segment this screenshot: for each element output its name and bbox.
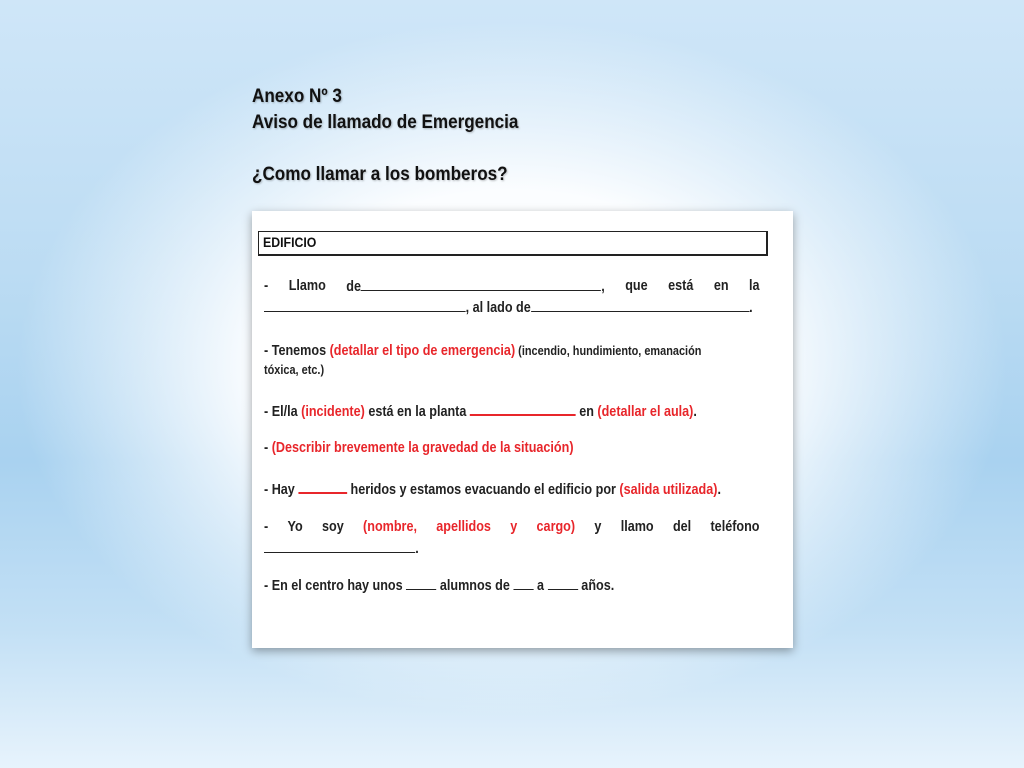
students-blank bbox=[406, 576, 436, 590]
classroom: (detallar el aula) bbox=[597, 403, 694, 420]
building-box bbox=[258, 231, 768, 256]
form-line-3b bbox=[264, 362, 681, 377]
form-line-7 bbox=[264, 518, 760, 535]
l7-dash: - bbox=[264, 518, 269, 535]
next-to-blank bbox=[531, 298, 749, 312]
l9-years: años. bbox=[577, 577, 615, 594]
l7-soy: soy bbox=[322, 518, 344, 535]
injured-blank bbox=[298, 479, 347, 494]
l5-dash: - bbox=[264, 439, 272, 456]
form-line-1 bbox=[264, 277, 760, 295]
heading-gap bbox=[252, 136, 518, 162]
building-label: EDIFICIO bbox=[263, 234, 317, 250]
l9-students: alumnos de bbox=[436, 577, 514, 594]
l7-telefono: teléfono bbox=[710, 518, 760, 535]
phone-blank bbox=[264, 539, 415, 553]
form-line-9 bbox=[264, 576, 681, 594]
l8-period: . bbox=[415, 540, 419, 557]
exit-used: (salida utilizada) bbox=[619, 481, 718, 498]
l2-next-to: , al lado de bbox=[465, 299, 531, 316]
l1-comma: , bbox=[601, 278, 605, 295]
form-line-6 bbox=[264, 479, 721, 498]
emergency-type: (detallar el tipo de emergencia) bbox=[329, 342, 516, 359]
annex-title: Anexo Nº 3 bbox=[252, 86, 342, 107]
form-line-4 bbox=[264, 401, 697, 420]
l1-esta: está bbox=[668, 277, 694, 294]
age-from-blank bbox=[513, 576, 533, 590]
l1-llamo: Llamo bbox=[288, 277, 326, 294]
l4-text: - El/la bbox=[264, 403, 302, 420]
l9-to: a bbox=[533, 577, 548, 594]
l3-examples-end: tóxica, etc.) bbox=[264, 362, 325, 377]
surname-field: apellidos bbox=[436, 518, 491, 535]
l7-y: y bbox=[594, 518, 602, 535]
form-line-3 bbox=[264, 342, 702, 359]
l3-examples: (incendio, hundimiento, emanación bbox=[515, 343, 702, 358]
position-field: cargo) bbox=[536, 518, 576, 535]
form-line-2 bbox=[264, 298, 753, 316]
age-to-blank bbox=[548, 576, 578, 590]
l7-del: del bbox=[672, 518, 692, 535]
l7-yo: Yo bbox=[287, 518, 303, 535]
l4-en: en bbox=[575, 403, 598, 420]
l9-text: - En el centro hay unos bbox=[264, 577, 407, 594]
l1-dash: - bbox=[264, 277, 269, 294]
l2-period: . bbox=[749, 299, 753, 316]
location-blank bbox=[264, 298, 466, 312]
floor-blank bbox=[470, 401, 576, 416]
slide-heading bbox=[252, 84, 518, 188]
l6-evacuating: heridos y estamos evacuando el edificio por bbox=[347, 481, 620, 498]
l1-de: de bbox=[346, 278, 362, 295]
severity: (Describir brevemente la gravedad de la situación) bbox=[271, 439, 574, 456]
question-title: ¿Como llamar a los bomberos? bbox=[252, 164, 508, 185]
caller-blank bbox=[361, 277, 601, 291]
l7-llamo: llamo bbox=[620, 518, 654, 535]
name-field: (nombre, bbox=[363, 518, 417, 535]
l1-en: en bbox=[713, 277, 729, 294]
form-line-8 bbox=[264, 539, 681, 557]
l3-text: - Tenemos bbox=[264, 342, 330, 359]
incident: (incidente) bbox=[301, 403, 365, 420]
notice-title: Aviso de llamado de Emergencia bbox=[252, 112, 519, 133]
l1-que: que bbox=[625, 277, 648, 294]
l4-period: . bbox=[693, 403, 697, 420]
l1-de-group bbox=[346, 277, 604, 295]
form-line-5 bbox=[264, 439, 681, 456]
and-word: y bbox=[510, 518, 518, 535]
emergency-form-image bbox=[252, 211, 793, 648]
l4-floor: está en la planta bbox=[364, 403, 470, 420]
l6-period: . bbox=[717, 481, 721, 498]
l1-la: la bbox=[749, 277, 760, 294]
l6-text: - Hay bbox=[264, 481, 299, 498]
